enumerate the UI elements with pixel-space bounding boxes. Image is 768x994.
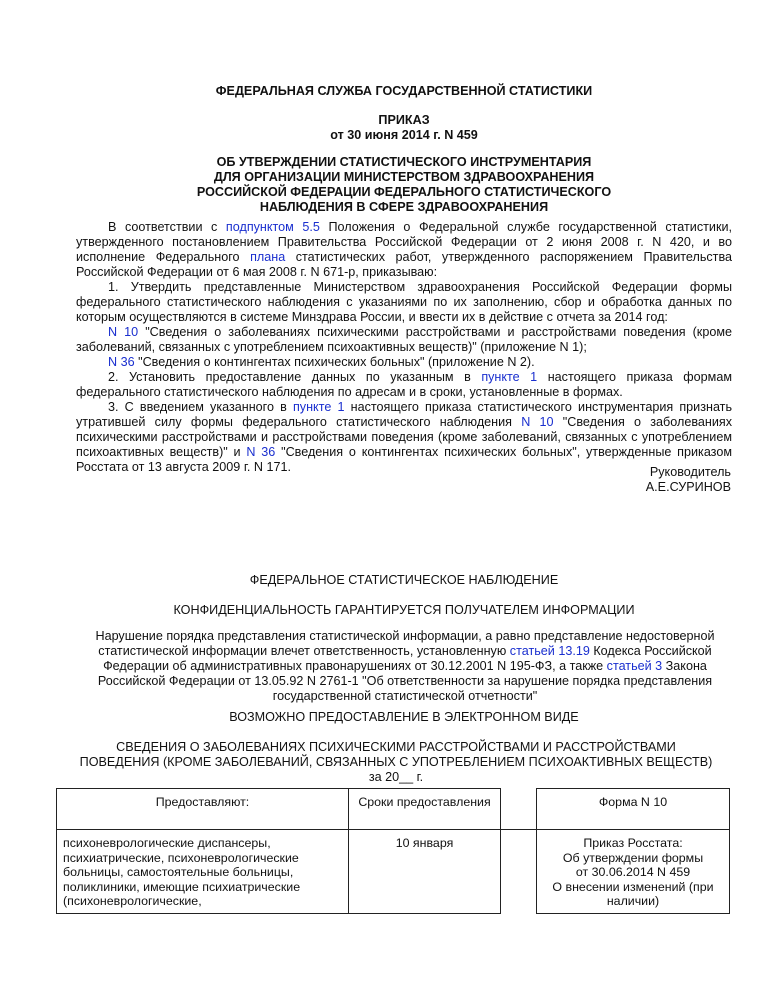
- approval-line: Об утверждении формы: [562, 850, 704, 865]
- order-title-line: ДЛЯ ОРГАНИЗАЦИИ МИНИСТЕРСТВОМ ЗДРАВООХРАНЕНИЯ: [213, 170, 595, 184]
- text-fragment: В соответствии с: [108, 220, 226, 234]
- paragraph-item-2: [76, 370, 732, 400]
- paragraph-form-36: [76, 355, 732, 370]
- form-title-line: СВЕДЕНИЯ О ЗАБОЛЕВАНИЯХ ПСИХИЧЕСКИМИ РАССТРОЙСТВАМИ И РАССТРОЙСТВАМИ: [116, 740, 676, 754]
- text-fragment: 2. Установить предоставление данных по указанным в: [108, 370, 482, 384]
- text-fragment: 3. С введением указанного в: [108, 400, 293, 414]
- order-date: от 30 июня 2014 г. N 459: [330, 128, 478, 142]
- link-form-n36[interactable]: N 36: [246, 445, 276, 459]
- approval-line: О внесении изменений (при наличии): [552, 879, 714, 908]
- link-point-1[interactable]: пункте 1: [292, 400, 345, 414]
- approval-line: Приказ Росстата:: [583, 836, 683, 850]
- signature-name: А.Е.СУРИНОВ: [645, 480, 731, 494]
- paragraph-form-10: [76, 325, 732, 355]
- header-deadlines: Сроки предоставления: [349, 789, 501, 830]
- link-form-n10[interactable]: N 10: [108, 325, 139, 339]
- link-article-13-19[interactable]: статьей 13.19: [509, 644, 590, 658]
- order-title: [77, 155, 731, 215]
- link-article-3[interactable]: статьей 3: [606, 659, 663, 673]
- agency-heading: ФЕДЕРАЛЬНАЯ СЛУЖБА ГОСУДАРСТВЕННОЙ СТАТИСТИКИ: [215, 84, 593, 98]
- cell-approval: [537, 830, 730, 914]
- paragraph-item-1: 1. Утвердить представленные Министерством здравоохранения Российской Федерации формы федерального статистического наблюдения с указаниями по их заполнению, сбор и обработка данных по которым осуществляются в системе Минздрава России, и ввести их в действие с отчета за 2014 год:: [76, 280, 732, 324]
- text-fragment: Положения о Федеральной службе государственной статистики, утвержденного постановлением Правительства Российской Федерации от 2 июня 2008 г. N 420, и во исполнение Федерального: [76, 220, 732, 264]
- observation-heading: ФЕДЕРАЛЬНОЕ СТАТИСТИЧЕСКОЕ НАБЛЮДЕНИЕ: [249, 573, 559, 587]
- form-title-line: за 20__ г.: [368, 770, 424, 784]
- text-fragment: статистических работ, утвержденного распоряжением Правительства Российской Федерации от 6 мая 2008 г. N 671-р, приказываю:: [76, 250, 732, 279]
- order-body: [76, 220, 732, 475]
- order-heading: [77, 113, 731, 143]
- link-form-n36[interactable]: N 36: [108, 355, 135, 369]
- text-fragment: Нарушение порядка представления статистической информации, а равно представление недостоверной статистической информации влечет ответственность, установленную: [95, 629, 715, 658]
- header-spacer: [501, 789, 537, 830]
- order-title-line: НАБЛЮДЕНИЯ В СФЕРЕ ЗДРАВООХРАНЕНИЯ: [259, 200, 549, 214]
- order-title-line: РОССИЙСКОЙ ФЕДЕРАЦИИ ФЕДЕРАЛЬНОГО СТАТИСТИЧЕСКОГО: [196, 185, 612, 199]
- text-fragment: "Сведения о контингентах психических больных" (приложение N 2).: [134, 355, 535, 369]
- cell-spacer: [501, 830, 537, 914]
- text-fragment: настоящего приказа статистического инструментария признать утратившей силу формы федерального статистического наблюдения: [76, 400, 733, 429]
- form-title: [60, 740, 732, 785]
- cell-deadline: 10 января: [349, 830, 501, 914]
- form-title-line: ПОВЕДЕНИЯ (КРОМЕ ЗАБОЛЕВАНИЙ, СВЯЗАННЫХ С УПОТРЕБЛЕНИЕМ ПСИХОАКТИВНЫХ ВЕЩЕСТВ): [79, 755, 713, 769]
- submission-table: [56, 788, 730, 914]
- text-fragment: "Сведения о заболеваниях психическими расстройствами и расстройствами поведения (кроме заболеваний, связанных с употреблением психоактивных веществ)" и: [76, 415, 733, 459]
- table-header-row: [57, 789, 730, 830]
- liability-warning: [80, 629, 730, 704]
- header-submitters: Предоставляют:: [57, 789, 349, 830]
- text-fragment: настоящего приказа формам федерального статистического наблюдения по адресам и в сроки, установленные в формах.: [76, 370, 732, 399]
- cell-submitters: психоневрологические диспансеры, психиатрические, психоневрологические больницы, самостоятельные больницы, поликлиники, имеющие психиатрические (психоневрологические,: [57, 830, 349, 914]
- header-form-number: Форма N 10: [537, 789, 730, 830]
- confidential-heading: КОНФИДЕНЦИАЛЬНОСТЬ ГАРАНТИРУЕТСЯ ПОЛУЧАТЕЛЕМ ИНФОРМАЦИИ: [173, 603, 635, 617]
- text-fragment: "Сведения о заболеваниях психическими расстройствами и расстройствами поведения (кроме заболеваний, связанных с употреблением психоактивных веществ)" (приложение N 1);: [76, 325, 732, 354]
- electronic-heading: ВОЗМОЖНО ПРЕДОСТАВЛЕНИЕ В ЭЛЕКТРОННОМ ВИДЕ: [229, 710, 579, 724]
- text-fragment: Закона Российской Федерации от 13.05.92 N 2761-1 "Об ответственности за нарушение порядка представления государственной статистической отчетности": [97, 659, 713, 703]
- table-row: [57, 830, 730, 914]
- link-plan[interactable]: плана: [250, 250, 286, 264]
- order-word: ПРИКАЗ: [378, 113, 430, 127]
- paragraph-item-3: [76, 400, 732, 475]
- paragraph-preamble: [76, 220, 732, 280]
- text-fragment: "Сведения о контингентах психических больных", утвержденные приказом Росстата от 13 августа 2009 г. N 171.: [76, 445, 732, 474]
- link-point-1[interactable]: пункте 1: [481, 370, 538, 384]
- link-subpoint-5-5[interactable]: подпунктом 5.5: [225, 220, 320, 234]
- signature-block: [77, 465, 731, 495]
- signature-position: Руководитель: [649, 465, 731, 479]
- order-title-line: ОБ УТВЕРЖДЕНИИ СТАТИСТИЧЕСКОГО ИНСТРУМЕНТАРИЯ: [216, 155, 592, 169]
- approval-line: от 30.06.2014 N 459: [575, 865, 691, 879]
- link-form-n10[interactable]: N 10: [521, 415, 554, 429]
- text-fragment: Кодекса Российской Федерации об административных правонарушениях от 30.12.2001 N 195-ФЗ, а также: [103, 644, 712, 673]
